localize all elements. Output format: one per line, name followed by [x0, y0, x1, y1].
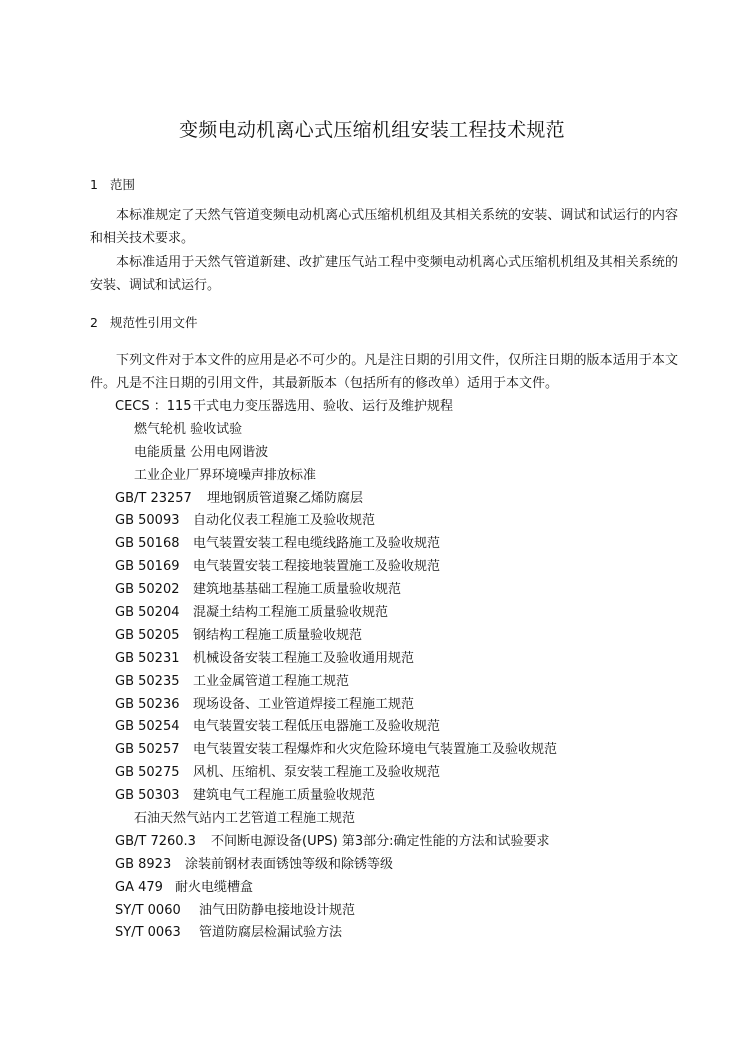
reference-item: [90, 488, 690, 511]
reference-code: CECS ：115: [115, 399, 192, 414]
reference-code: SY/T 0060: [115, 902, 181, 918]
document-title: 变频电动机离心式压缩机组安装工程技术规范: [178, 119, 565, 141]
reference-title: 工业金属管道工程施工规范: [193, 673, 350, 689]
reference-title: 建筑地基基础工程施工质量验收规范: [193, 582, 402, 598]
reference-item: [90, 854, 690, 877]
reference-item: [90, 785, 690, 808]
reference-item: [90, 716, 690, 739]
reference-title: 电气装置安装工程低压电器施工及验收规范: [193, 719, 441, 735]
reference-title: 电气装置安装工程电缆线路施工及验收规范: [193, 536, 441, 552]
reference-title: 自动化仪表工程施工及验收规范: [193, 513, 376, 529]
reference-list: [90, 396, 690, 945]
reference-code: GB 50257: [115, 742, 180, 758]
reference-title: 涂装前钢材表面锈蚀等级和除锈等级: [185, 856, 394, 872]
reference-item: [90, 739, 690, 762]
reference-code: GB 50231: [115, 650, 180, 666]
reference-item: [90, 694, 690, 717]
reference-code: GB 50205: [115, 627, 180, 643]
reference-code: GB 8923: [115, 856, 172, 872]
reference-code: GB 50236: [115, 696, 180, 712]
reference-code: GB 50204: [115, 605, 180, 621]
reference-code: GB 50275: [115, 765, 180, 781]
section-title: 范围: [110, 177, 136, 192]
reference-item: [90, 877, 690, 900]
reference-item: [90, 396, 690, 419]
reference-item: [90, 762, 690, 785]
section-title: 规范性引用文件: [110, 315, 198, 330]
reference-title: 电气装置安装工程接地装置施工及验收规范: [193, 559, 441, 575]
reference-code: GA 479: [115, 879, 163, 895]
reference-code: GB/T 23257: [115, 490, 192, 506]
reference-code: GB 50093: [115, 513, 180, 529]
scope-paragraph-2: 本标准适用于天然气管道新建、改扩建压气站工程中变频电动机离心式压缩机机组及其相关系统的安装、调试和试运行。: [90, 255, 678, 293]
reference-title: 埋地钢质管道聚乙烯防腐层: [207, 490, 364, 506]
reference-title: 石油天然气站内工艺管道工程施工规范: [134, 811, 356, 827]
reference-title: 耐火电缆槽盒: [175, 879, 254, 895]
reference-item: [90, 510, 690, 533]
reference-item: [90, 671, 690, 694]
reference-code: GB 50235: [115, 673, 180, 689]
reference-item: [90, 465, 690, 488]
reference-title: 钢结构工程施工质量验收规范: [193, 627, 363, 643]
reference-title: 不间断电源设备(UPS) 第3部分:确定性能的方法和试验要求: [211, 833, 550, 849]
references-intro-paragraph: 下列文件对于本文件的应用是必不可少的。凡是注日期的引用文件，仅所注日期的版本适用于本文件。凡是不注日期的引用文件，其最新版本（包括所有的修改单）适用于本文件。: [90, 353, 678, 391]
scope-paragraph-1: 本标准规定了天然气管道变频电动机离心式压缩机机组及其相关系统的安装、调试和试运行的内容和相关技术要求。: [90, 208, 678, 246]
reference-title: 电能质量 公用电网谐波: [134, 444, 269, 460]
reference-title: 建筑电气工程施工质量验收规范: [193, 788, 376, 804]
section-number: 2: [90, 315, 98, 330]
section-heading-normative-references: [90, 314, 198, 332]
reference-title: 干式电力变压器选用、验收、运行及维护规程: [193, 399, 454, 414]
reference-item: [90, 556, 690, 579]
reference-item: [90, 648, 690, 671]
reference-code: GB 50169: [115, 559, 180, 575]
reference-item: [90, 831, 690, 854]
reference-code: GB 50303: [115, 788, 180, 804]
reference-item: [90, 533, 690, 556]
reference-item: [90, 442, 690, 465]
reference-item: [90, 922, 690, 945]
reference-title: 工业企业厂界环境噪声排放标准: [134, 467, 317, 483]
reference-code: SY/T 0063: [115, 925, 181, 941]
reference-title: 燃气轮机 验收试验: [134, 421, 243, 437]
reference-code: GB/T 7260.3: [115, 833, 196, 849]
reference-code: GB 50168: [115, 536, 180, 552]
reference-code: GB 50202: [115, 582, 180, 598]
reference-title: 油气田防静电接地设计规范: [199, 902, 356, 918]
reference-item: [90, 419, 690, 442]
reference-code: GB 50254: [115, 719, 180, 735]
reference-title: 风机、压缩机、泵安装工程施工及验收规范: [193, 765, 441, 781]
reference-item: [90, 602, 690, 625]
reference-title: 现场设备、工业管道焊接工程施工规范: [193, 696, 415, 712]
reference-item: [90, 900, 690, 923]
section-number: 1: [90, 177, 98, 192]
reference-item: [90, 625, 690, 648]
reference-title: 机械设备安装工程施工及验收通用规范: [193, 650, 415, 666]
reference-title: 混凝土结构工程施工质量验收规范: [193, 605, 389, 621]
reference-title: 管道防腐层检漏试验方法: [199, 925, 343, 941]
reference-item: [90, 579, 690, 602]
section-heading-scope: [90, 176, 135, 194]
reference-title: 电气装置安装工程爆炸和火灾危险环境电气装置施工及验收规范: [193, 742, 558, 758]
reference-item: [90, 808, 690, 831]
